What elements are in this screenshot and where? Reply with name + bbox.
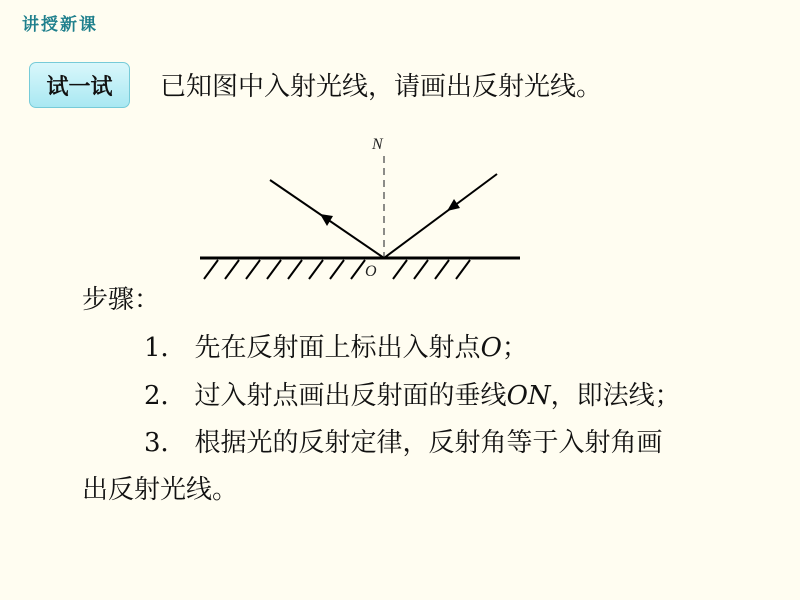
section-tag: 讲授新课 bbox=[22, 15, 98, 35]
step-1-text: 先在反射面上标出入射点 bbox=[194, 333, 481, 363]
try-it-badge: 试一试 bbox=[29, 62, 130, 108]
normal-label: N bbox=[372, 136, 383, 153]
step-1-number: 1． bbox=[144, 333, 187, 363]
step-3 bbox=[144, 427, 663, 459]
step-2-number: 2． bbox=[144, 381, 187, 411]
step-1-point: O bbox=[480, 333, 502, 363]
step-1-end: ； bbox=[501, 333, 528, 363]
step-3-continuation: 出反射光线。 bbox=[82, 475, 239, 505]
step-2-text: 过入射点画出反射面的垂线 bbox=[194, 381, 507, 411]
step-3-text: 根据光的反射定律，反射角等于入射角画 bbox=[194, 428, 663, 458]
step-2 bbox=[144, 380, 681, 412]
prompt-text: 已知图中入射光线，请画出反射光线。 bbox=[160, 72, 603, 102]
step-2-normal: ON bbox=[506, 381, 551, 411]
step-1 bbox=[144, 332, 528, 364]
reflected-arrow bbox=[320, 214, 333, 226]
step-3-number: 3． bbox=[144, 428, 187, 458]
incident-ray bbox=[384, 174, 497, 258]
incident-arrow bbox=[447, 199, 460, 211]
steps-title: 步骤： bbox=[82, 285, 161, 315]
mirror-hatching bbox=[204, 260, 470, 279]
step-2-end: ，即法线； bbox=[550, 381, 681, 411]
point-label: O bbox=[365, 263, 377, 280]
